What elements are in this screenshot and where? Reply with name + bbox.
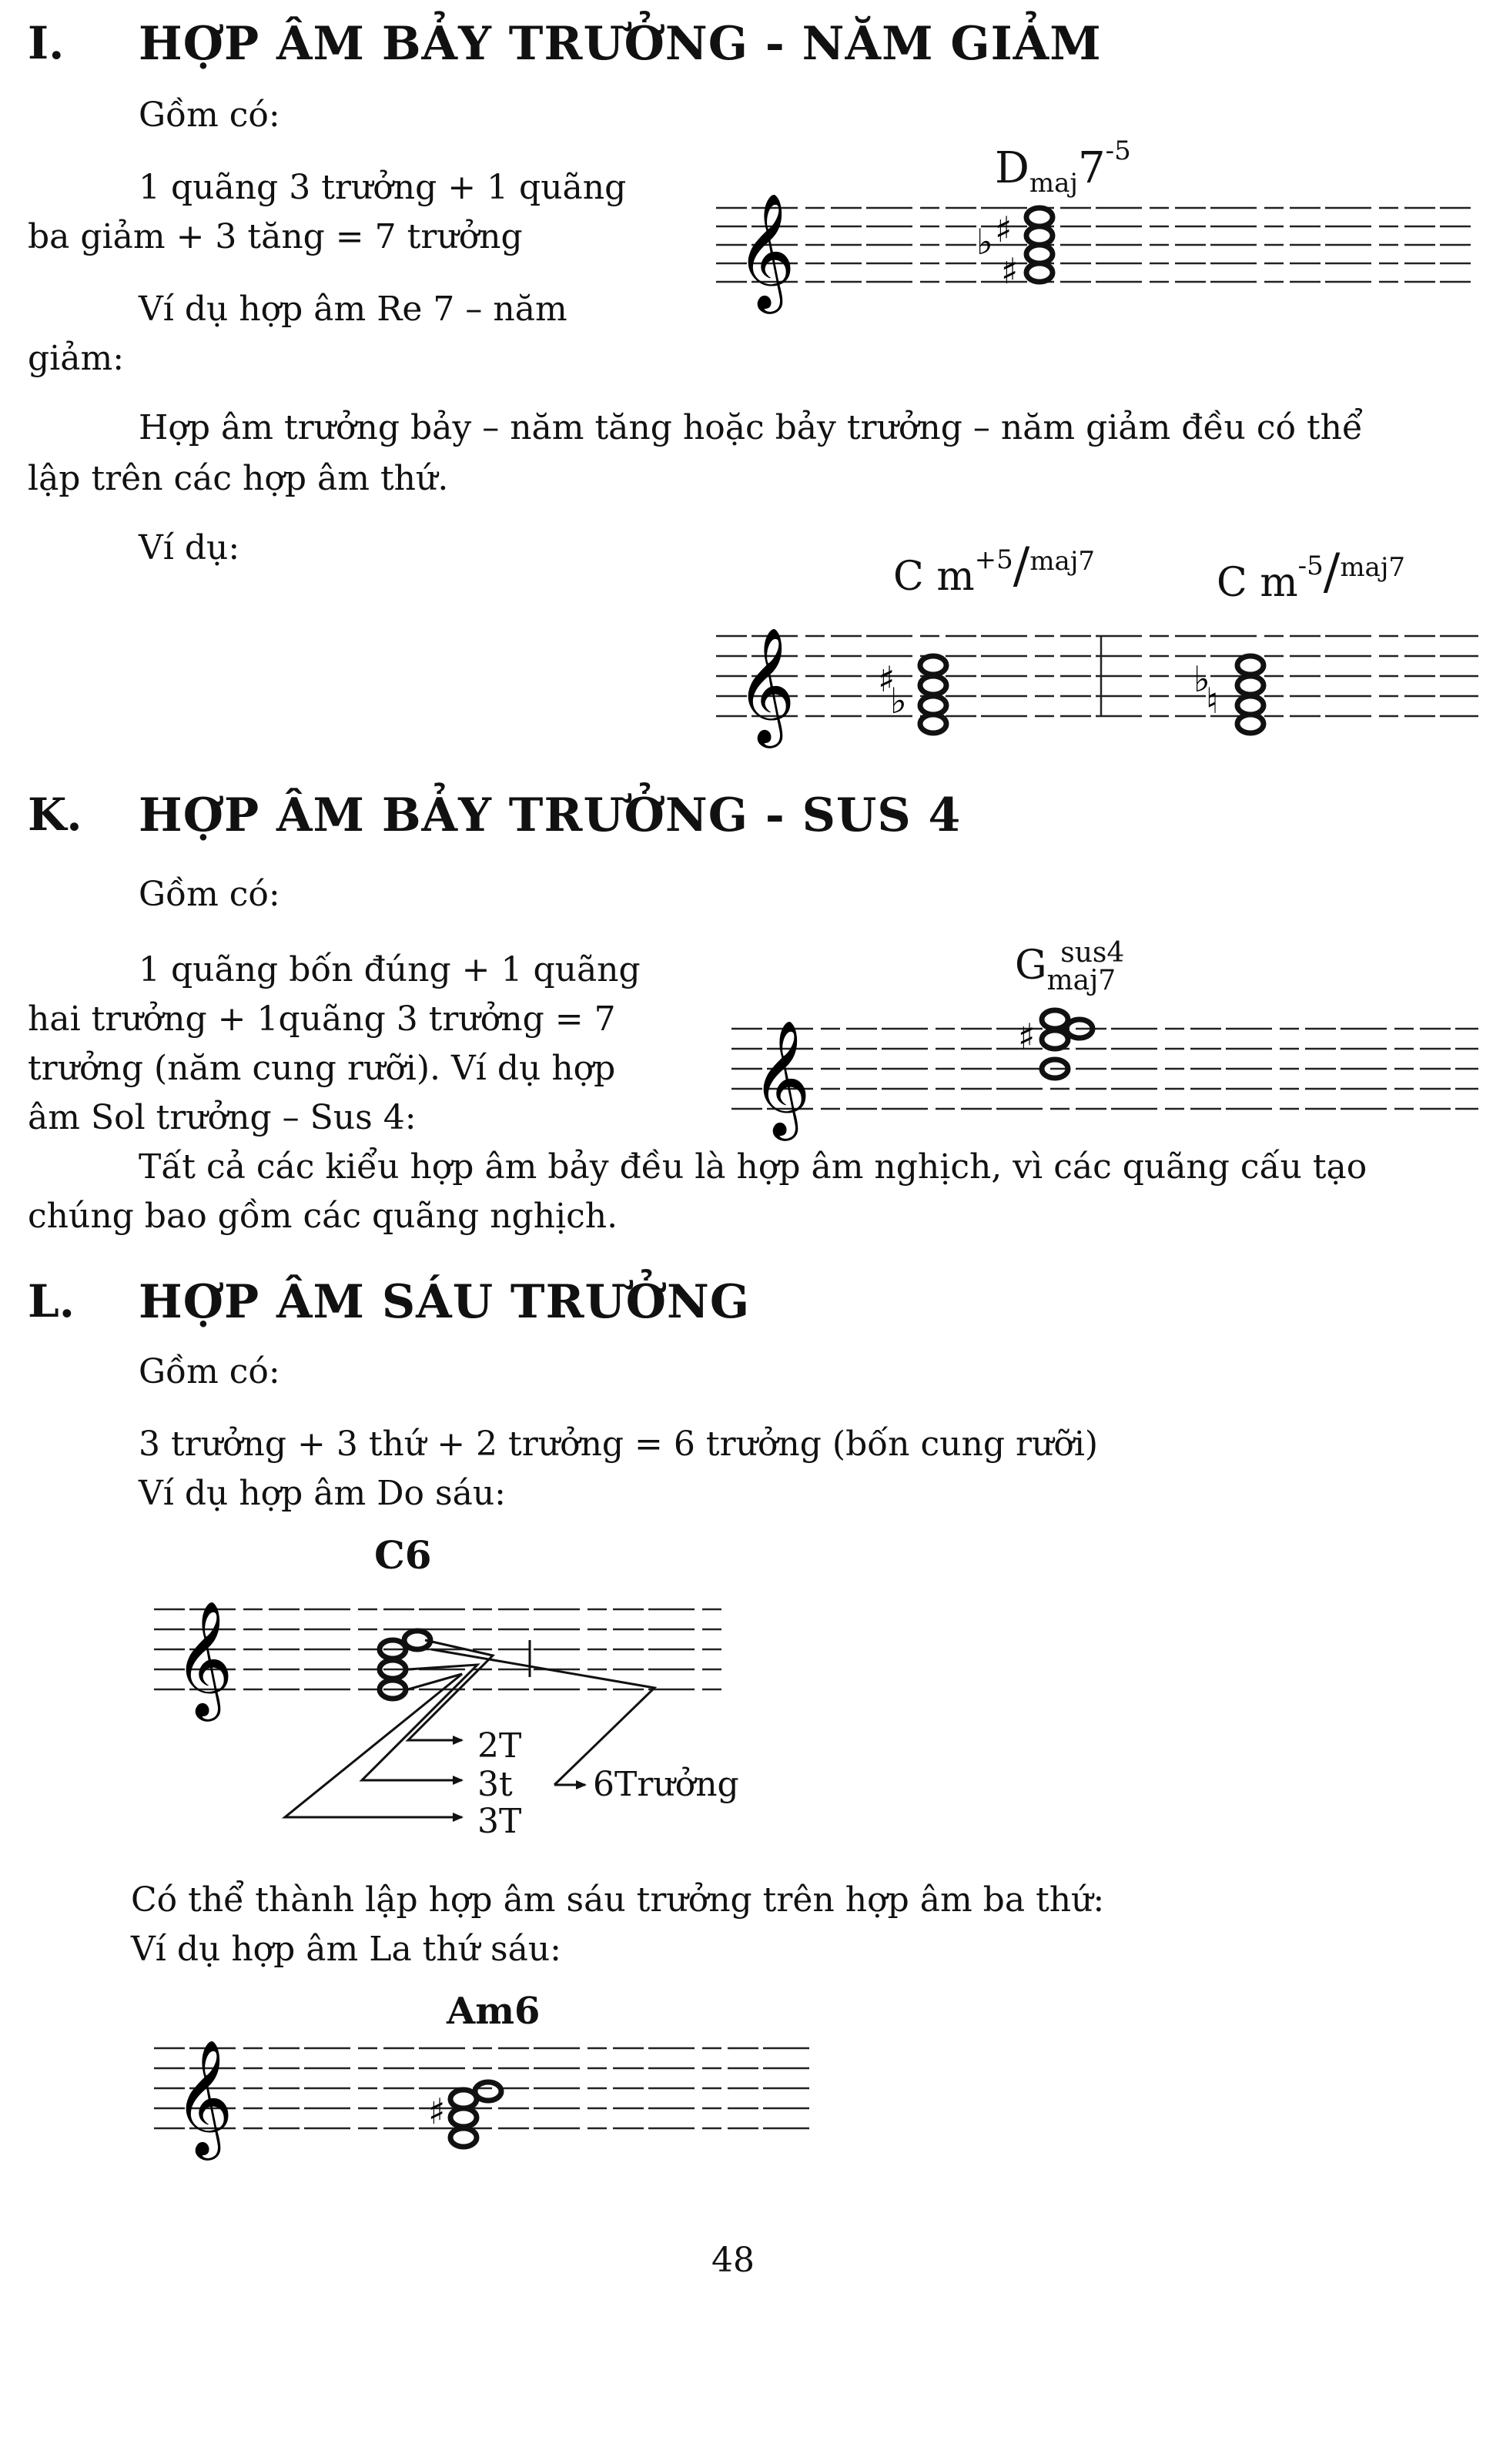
text-i-line3: Ví dụ hợp âm Re 7 – năm — [139, 290, 567, 329]
vi-du-i: Ví dụ: — [139, 528, 240, 567]
chord-label-am6: Am6 — [447, 1990, 541, 2033]
staff-am6 — [154, 2017, 832, 2164]
text-k-line2: hai trưởng + 1quãng 3 trưởng = 7 — [28, 999, 616, 1039]
treble-clef-icon: 𝄞 — [174, 2038, 233, 2155]
text-i-line2: ba giảm + 3 tăng = 7 trưởng — [28, 217, 523, 256]
chord-label-gmaj7-sus4: $G_{maj7}^{sus4}$ — [1015, 937, 1125, 996]
arrow-label-3t: 3t — [477, 1765, 513, 1804]
para-l-1: Có thể thành lập hợp âm sáu trưởng trên hợp âm ba thứ: — [131, 1880, 1105, 1920]
arrow-label-3T: 3T — [477, 1802, 522, 1841]
section-letter-k: K. — [28, 788, 82, 841]
svg-text:♯: ♯ — [1001, 250, 1019, 292]
text-i-line4: giảm: — [28, 339, 125, 378]
staff-dmaj7-5 — [716, 169, 1471, 308]
section-letter-l: L. — [28, 1275, 75, 1327]
para-k-2: chúng bao gồm các quãng nghịch. — [28, 1197, 618, 1236]
chord-label-dmaj7-5: $D_{maj}7^{-5}$ — [995, 136, 1131, 199]
section-title-l: HỢP ÂM SÁU TRƯỞNG — [139, 1275, 751, 1329]
treble-clef-icon: 𝄞 — [736, 192, 795, 309]
text-l-line2: Ví dụ hợp âm Do sáu: — [139, 1474, 506, 1513]
para-l-2: Ví dụ hợp âm La thứ sáu: — [131, 1930, 562, 1969]
treble-clef-icon: 𝄞 — [174, 1599, 233, 1716]
treble-clef-icon: 𝄞 — [736, 626, 795, 743]
arrow-label-6truong: 6Trưởng — [593, 1765, 739, 1804]
svg-text:♮: ♮ — [1206, 680, 1219, 721]
arrow-label-2t: 2T — [477, 1726, 522, 1766]
svg-text:♭: ♭ — [890, 680, 907, 721]
svg-text:♭: ♭ — [1193, 658, 1210, 700]
svg-text:♯: ♯ — [1018, 1016, 1036, 1057]
chord-label-cm-5-maj7: C $m^{+5}/^{maj7}$ — [893, 537, 1095, 600]
treble-clef-icon: 𝄞 — [752, 1019, 811, 1136]
staff-c6-diagram — [154, 1578, 924, 1833]
page-number: 48 — [711, 2241, 755, 2280]
text-k-line1: 1 quãng bốn đúng + 1 quãng — [139, 950, 641, 989]
staff-gmaj7-sus4 — [731, 993, 1478, 1136]
text-l-line1: 3 trưởng + 3 thứ + 2 trưởng = 6 trưởng (bốn cung rưỡi) — [139, 1424, 1099, 1464]
chord-label-c6: C6 — [374, 1532, 432, 1578]
gom-co-i: Gồm có: — [139, 95, 280, 135]
section-title-k: HỢP ÂM BẢY TRƯỞNG - SUS 4 — [139, 788, 962, 842]
para-k-1: Tất cả các kiểu hợp âm bảy đều là hợp âm nghịch, vì các quãng cấu tạo — [139, 1147, 1367, 1187]
text-k-line3: trưởng (năm cung rưỡi). Ví dụ hợp — [28, 1049, 616, 1088]
text-i-line1: 1 quãng 3 trưởng + 1 quãng — [139, 168, 627, 207]
svg-text:♯: ♯ — [428, 2091, 446, 2132]
svg-text:♯: ♯ — [995, 209, 1013, 250]
svg-text:♭: ♭ — [976, 221, 993, 263]
chord-label-cm-minus5-maj7: C $m^{-5}/^{maj7}$ — [1217, 544, 1405, 606]
text-k-line4: âm Sol trưởng – Sus 4: — [28, 1098, 417, 1137]
para-i-2: lập trên các hợp âm thứ. — [28, 459, 449, 498]
staff-cm-examples — [716, 601, 1478, 743]
section-letter-i: I. — [28, 17, 65, 69]
gom-co-k: Gồm có: — [139, 875, 280, 914]
svg-text:♯: ♯ — [878, 658, 895, 700]
gom-co-l: Gồm có: — [139, 1352, 280, 1391]
para-i-1: Hợp âm trưởng bảy – năm tăng hoặc bảy trưởng – năm giảm đều có thể — [139, 408, 1364, 447]
section-title-i: HỢP ÂM BẢY TRƯỞNG - NĂM GIẢM — [139, 17, 1102, 71]
